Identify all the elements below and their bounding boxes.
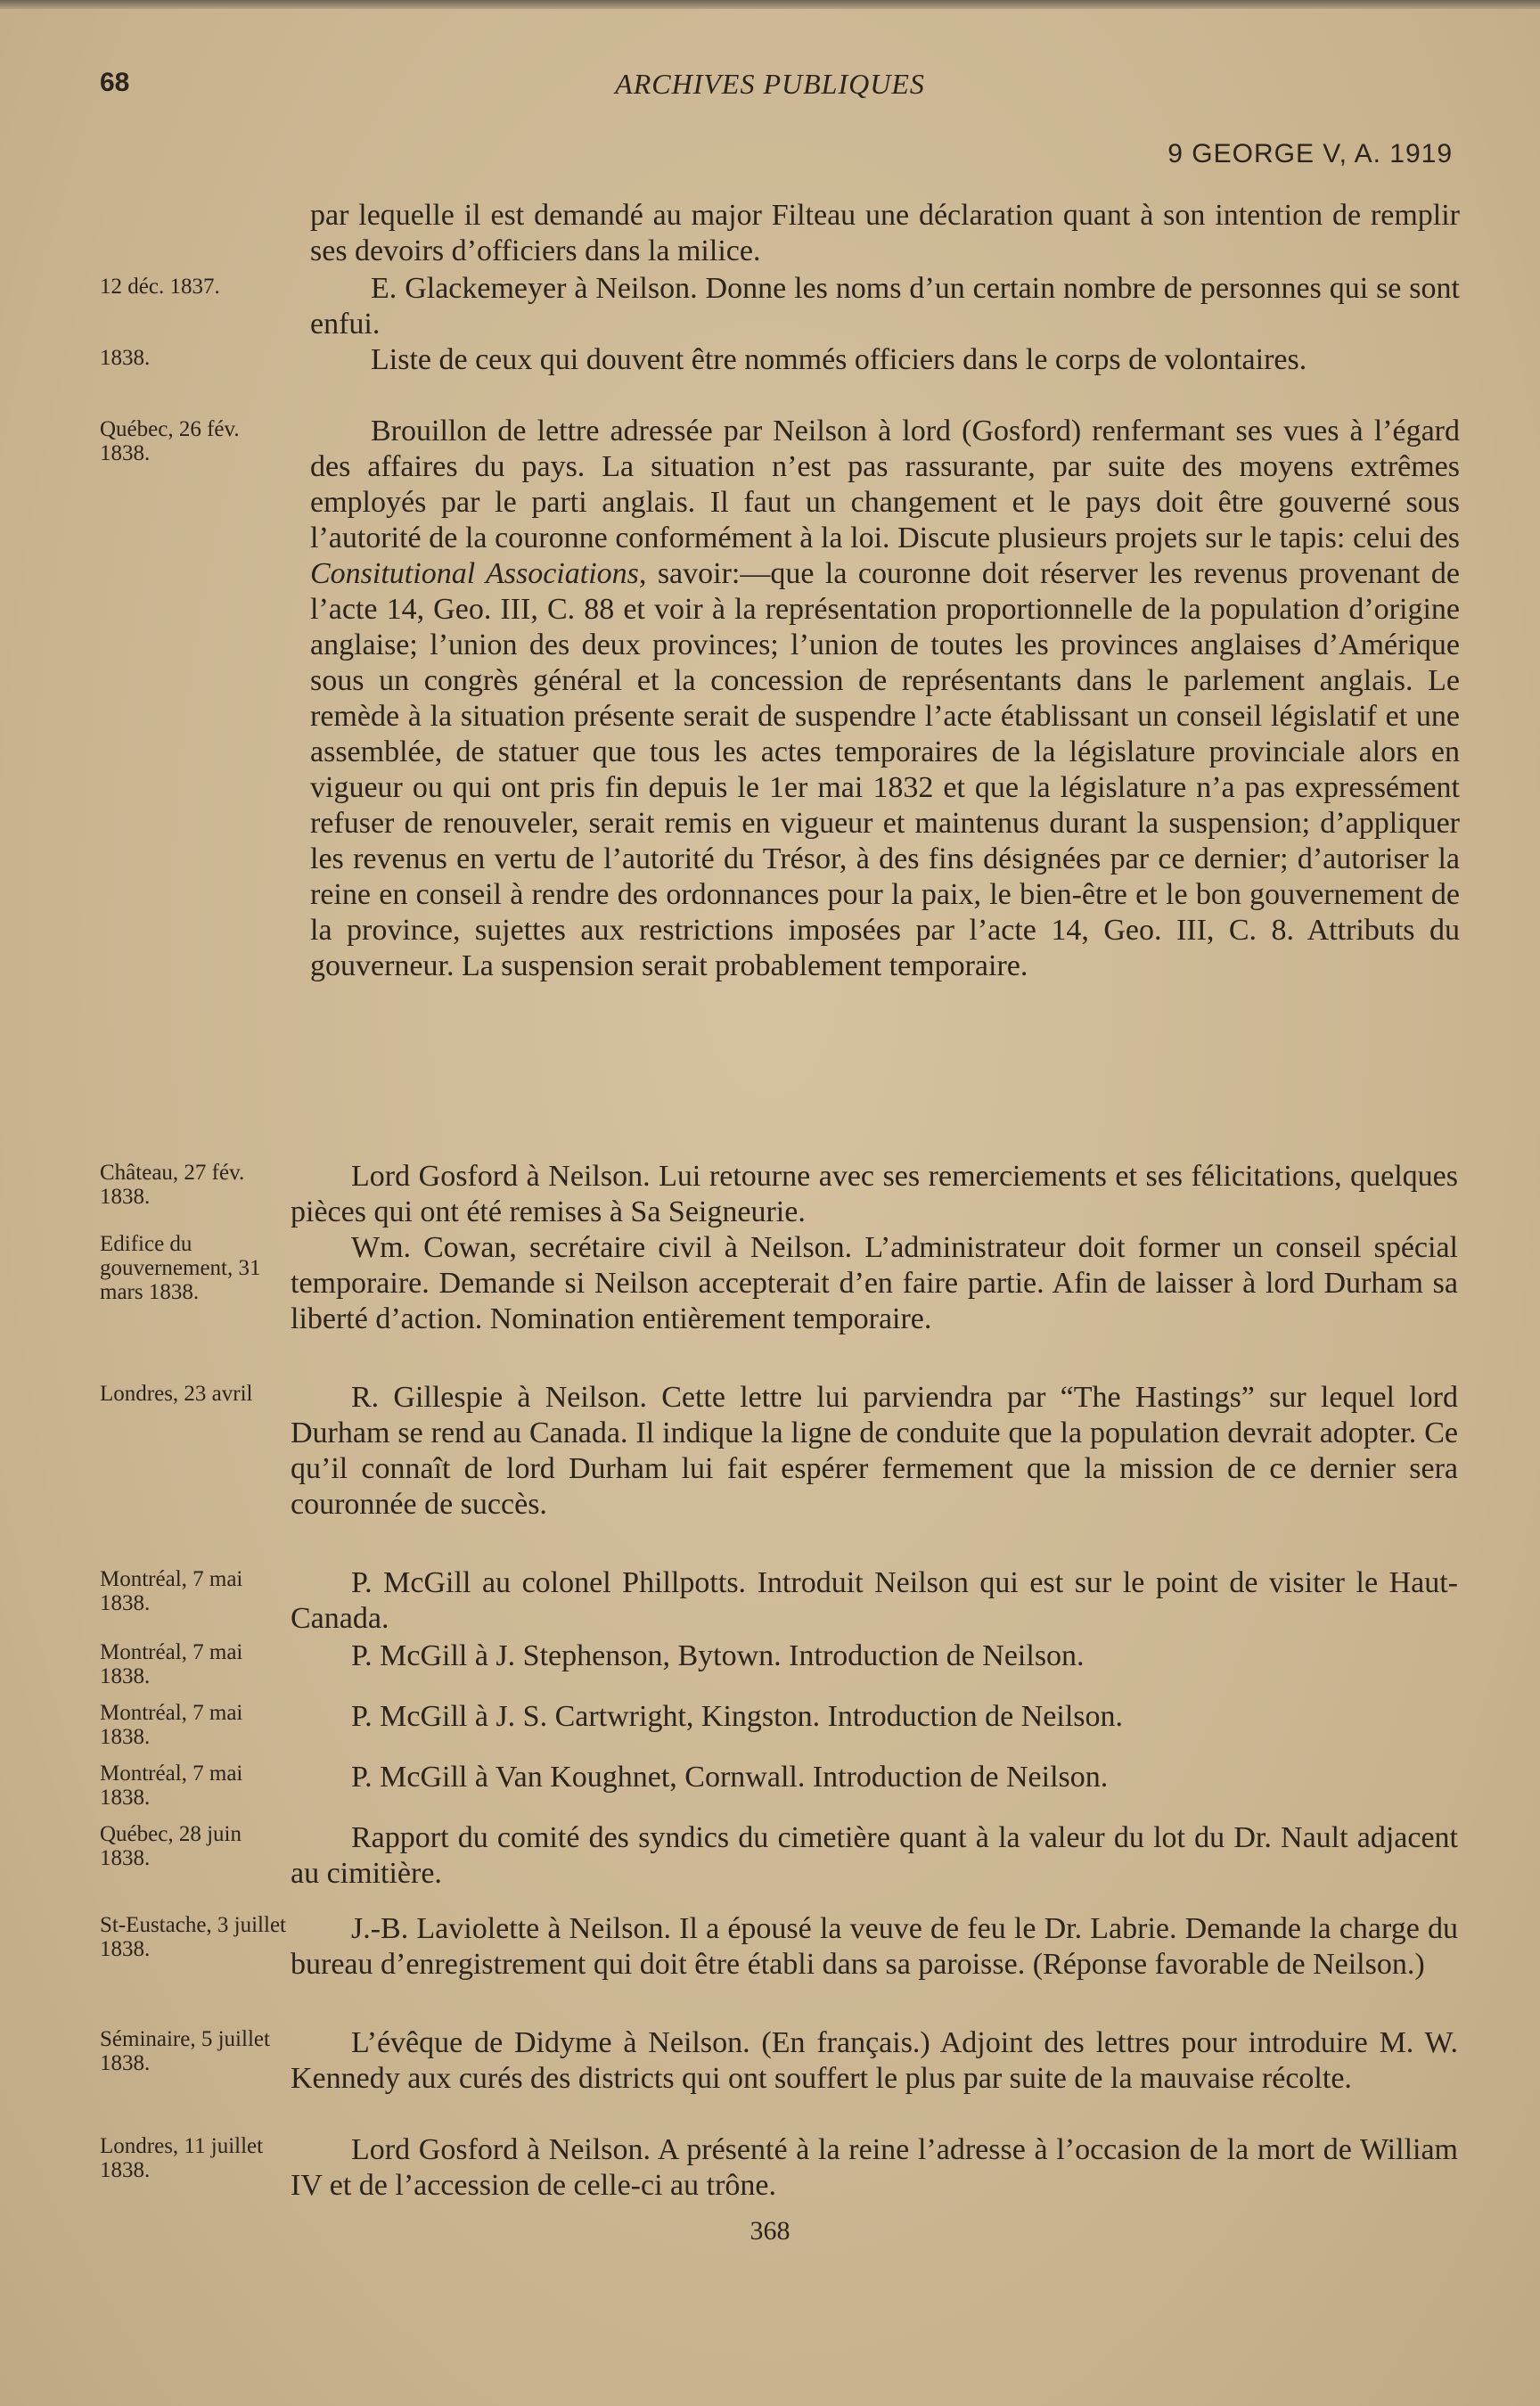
margin-date: Londres, 11 juillet 1838. [100, 2134, 264, 2182]
margin-date: Québec, 26 fév. 1838. [100, 417, 240, 465]
entry-text: Rapport du comité des syndics du cimetière quant à la valeur du lot du Dr. Nault adjacent au cimitière. [291, 1821, 1458, 1890]
entry-text: Wm. Cowan, secrétaire civil à Neilson. L’administrateur doit former un conseil spécial temporaire. Demande si Neilson accepterait d’en faire partie. Afin de laisser à lord Durham sa liberté d’action. Nomination entièrement temporaire. [291, 1231, 1458, 1335]
margin-date: Montréal, 7 mai 1838. [100, 1640, 243, 1688]
entry-text: P. McGill à Van Koughnet, Cornwall. Introduction de Neilson. [351, 1761, 1109, 1794]
entry-text-part: savoir:—que la couronne doit réserver les revenus provenant de l’acte 14, Geo. III, C. 88 et voir à la représentation proportionnelle de la population d’origine anglaise; l’union des deux provinces; l’union de toutes les provinces anglaises d’Amérique sous un congrès général et la concession de représentants dans le parlement anglais. Le remède à la situation présente serait de suspendre l’acte établissant un conseil législatif et une assemblée, de statuer que tous les actes temporaires de la législature provinciale alors en vigueur ou qui ont pris fin depuis le 1er mai 1832 et que la législature n’a pas expressément refuser de renouveler, serait remis en vigueur et maintenus durant la suspension; d’appliquer les revenus en vertu de l’autorité du Trésor, à des fins désignées par ce dernier; d’autoriser la reine en conseil à rendre des ordonnances pour la paix, le bien-être et le bon gouvernement de la province, sujettes aux restrictions imposées par l’acte 14, Geo. III, C. 8. Attributs du gouverneur. La suspension serait probablement temporaire. [310, 557, 1461, 982]
entry-text: Lord Gosford à Neilson. A présenté à la reine l’adresse à l’occasion de la mort de William IV et de l’accession de celle-ci au trône. [291, 2133, 1458, 2202]
session-heading: 9 GEORGE V, A. 1919 [1167, 139, 1453, 168]
entry-text-part: Brouillon de lettre adressée par Neilson à lord (Gosford) renfermant ses vues à l’égard des affaires du pays. La situation n’est pas rassurante, par suite des moyens extrêmes employés par le parti anglais. Il faut un changement et le pays doit être gouverné sous l’autorité de la couronne conformément à la loi. Discute plusieurs projets sur le tapis: celui des [310, 415, 1460, 554]
margin-date: Château, 27 fév. 1838. [100, 1161, 245, 1209]
entry-text-italic: Consitutional Associations, [310, 557, 647, 590]
entry-text: L’évêque de Didyme à Neilson. (En français.) Adjoint des lettres pour introduire M. W. Kennedy aux curés des districts qui ont souffert le plus par suite de la mauvaise récolte. [291, 2026, 1458, 2095]
entry-text: P. McGill à J. Stephenson, Bytown. Introduction de Neilson. [351, 1639, 1085, 1672]
margin-date: Montréal, 7 mai 1838. [100, 1761, 243, 1810]
top-rule [0, 0, 1540, 9]
entry-text: P. McGill à J. S. Cartwright, Kingston. Introduction de Neilson. [351, 1700, 1124, 1733]
entry-text: P. McGill au colonel Phillpotts. Introduit Neilson qui est sur le point de visiter le Haut-Canada. [291, 1566, 1458, 1635]
margin-date: 1838. [100, 346, 151, 370]
folio-number: 368 [750, 2216, 790, 2246]
entry-text: J.-B. Laviolette à Neilson. Il a épousé la veuve de feu le Dr. Labrie. Demande la charge du bureau d’enregistrement qui doit être établi dans sa paroisse. (Réponse favorable de Neilson.) [291, 1912, 1458, 1981]
entry-text: E. Glackemeyer à Neilson. Donne les noms d’un certain nombre de personnes qui se sont enfui. [310, 272, 1460, 341]
margin-date: Montréal, 7 mai 1838. [100, 1567, 243, 1615]
margin-date: St-Eustache, 3 juillet 1838. [100, 1913, 286, 1961]
margin-date: Londres, 23 avril [100, 1382, 253, 1406]
margin-date: Québec, 28 juin 1838. [100, 1822, 242, 1870]
margin-date: Montréal, 7 mai 1838. [100, 1701, 243, 1749]
entry-text: R. Gillespie à Neilson. Cette lettre lui parviendra par “The Hastings” sur lequel lord Durham se rend au Canada. Il indique la ligne de conduite que la population devrait adopter. Ce qu’il connaît de lord Durham lui fait espérer fermement que la mission de ce dernier sera couronnée de succès. [291, 1381, 1458, 1521]
page-number: 68 [100, 68, 130, 97]
entry-text: Liste de ceux qui douvent être nommés officiers dans le corps de volontaires. [371, 343, 1307, 376]
entry-text [310, 414, 1460, 984]
entry-text: Lord Gosford à Neilson. Lui retourne avec ses remerciements et ses félicitations, quelques pièces qui ont été remises à Sa Seigneurie. [291, 1160, 1458, 1228]
running-title: ARCHIVES PUBLIQUES [615, 68, 925, 100]
margin-date: Edifice du gouvernement, 31 mars 1838. [100, 1232, 261, 1304]
entry-text: par lequelle il est demandé au major Filteau une déclaration quant à son intention de remplir ses devoirs d’officiers dans la milice. [310, 199, 1460, 267]
margin-date: 12 déc. 1837. [100, 275, 220, 299]
margin-date: Séminaire, 5 juillet 1838. [100, 2027, 270, 2075]
